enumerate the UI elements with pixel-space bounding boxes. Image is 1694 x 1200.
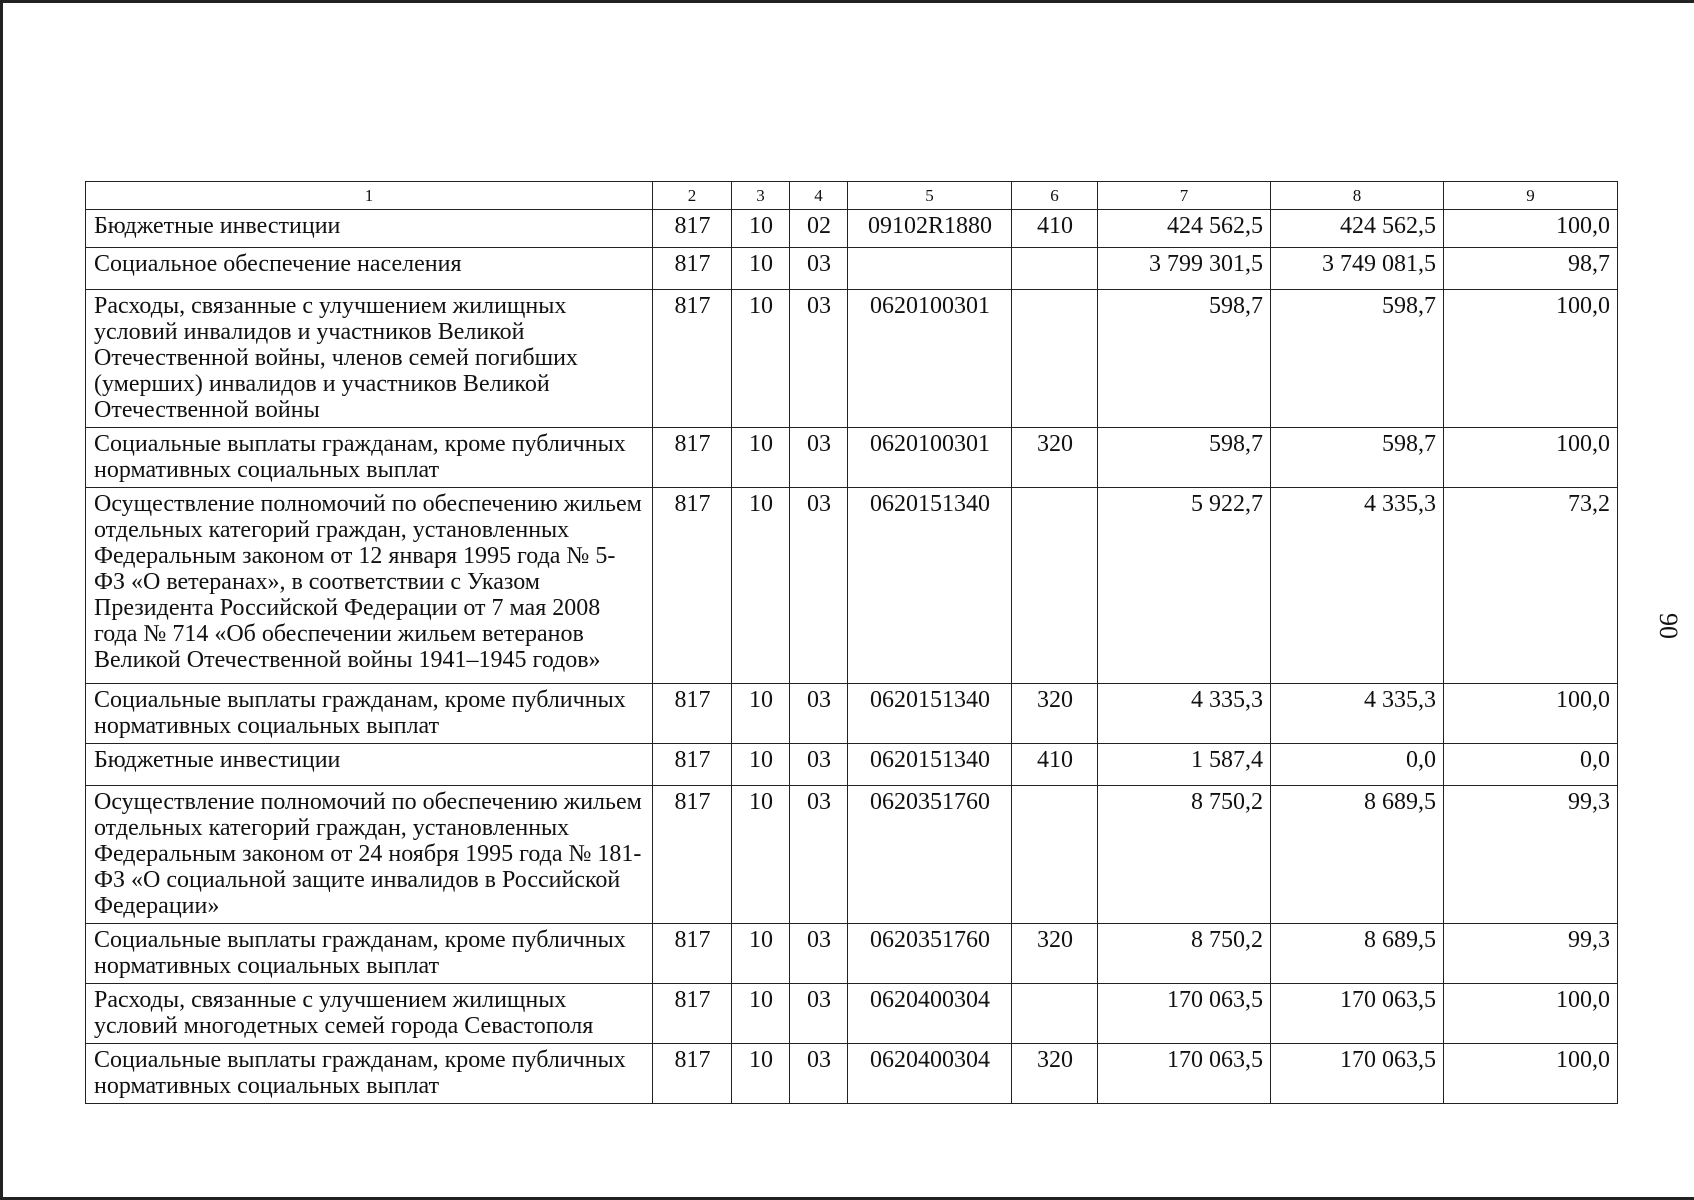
expense-type-cell <box>1012 290 1098 428</box>
expense-type-cell: 410 <box>1012 744 1098 786</box>
target-article-cell: 0620100301 <box>848 290 1012 428</box>
expense-type-cell: 320 <box>1012 684 1098 744</box>
actual-amount-cell: 4 335,3 <box>1271 684 1444 744</box>
percent-cell: 98,7 <box>1444 248 1618 290</box>
subsection-code-cell: 03 <box>790 248 848 290</box>
actual-amount-cell: 598,7 <box>1271 428 1444 488</box>
row-name-cell: Бюджетные инвестиции <box>86 210 653 248</box>
subsection-code-cell: 03 <box>790 684 848 744</box>
header-col-3: 3 <box>732 182 790 210</box>
plan-amount-cell: 4 335,3 <box>1098 684 1271 744</box>
row-name-cell: Социальные выплаты гражданам, кроме публичных нормативных социальных выплат <box>86 684 653 744</box>
plan-amount-cell: 170 063,5 <box>1098 1044 1271 1104</box>
percent-cell: 100,0 <box>1444 684 1618 744</box>
section-code-cell: 10 <box>732 684 790 744</box>
percent-cell: 73,2 <box>1444 488 1618 684</box>
section-code-cell: 10 <box>732 248 790 290</box>
plan-amount-cell: 5 922,7 <box>1098 488 1271 684</box>
table-row <box>86 744 1618 786</box>
plan-amount-cell: 598,7 <box>1098 428 1271 488</box>
section-code-cell: 10 <box>732 488 790 684</box>
percent-cell: 0,0 <box>1444 744 1618 786</box>
subsection-code-cell: 03 <box>790 984 848 1044</box>
subsection-code-cell: 03 <box>790 428 848 488</box>
section-code-cell: 10 <box>732 786 790 924</box>
actual-amount-cell: 8 689,5 <box>1271 786 1444 924</box>
expense-type-cell: 410 <box>1012 210 1098 248</box>
actual-amount-cell: 8 689,5 <box>1271 924 1444 984</box>
expense-type-cell <box>1012 248 1098 290</box>
table-body <box>86 182 1618 1104</box>
row-name-cell: Расходы, связанные с улучшением жилищных условий многодетных семей города Севастополя <box>86 984 653 1044</box>
percent-cell: 99,3 <box>1444 924 1618 984</box>
page-number: 90 <box>1654 613 1683 639</box>
header-col-4: 4 <box>790 182 848 210</box>
actual-amount-cell: 4 335,3 <box>1271 488 1444 684</box>
grbs-code-cell: 817 <box>653 744 732 786</box>
grbs-code-cell: 817 <box>653 924 732 984</box>
header-col-2: 2 <box>653 182 732 210</box>
target-article-cell: 09102R1880 <box>848 210 1012 248</box>
plan-amount-cell: 8 750,2 <box>1098 786 1271 924</box>
row-name-cell: Осуществление полномочий по обеспечению жильем отдельных категорий граждан, установленных Федеральным законом от 12 января 1995 года № 5-ФЗ «О ветеранах», в соответствии с Указом Президента Российской Федерации от 7 мая 2008 года № 714 «Об обеспечении жильем ветеранов Великой Отечественной войны 1941–1945 годов» <box>86 488 653 684</box>
plan-amount-cell: 3 799 301,5 <box>1098 248 1271 290</box>
expense-type-cell: 320 <box>1012 924 1098 984</box>
header-col-1: 1 <box>86 182 653 210</box>
target-article-cell: 0620151340 <box>848 744 1012 786</box>
percent-cell: 100,0 <box>1444 210 1618 248</box>
percent-cell: 100,0 <box>1444 428 1618 488</box>
target-article-cell: 0620151340 <box>848 684 1012 744</box>
row-name-cell: Социальное обеспечение населения <box>86 248 653 290</box>
section-code-cell: 10 <box>732 744 790 786</box>
grbs-code-cell: 817 <box>653 248 732 290</box>
target-article-cell: 0620400304 <box>848 1044 1012 1104</box>
grbs-code-cell: 817 <box>653 290 732 428</box>
actual-amount-cell: 3 749 081,5 <box>1271 248 1444 290</box>
table-row <box>86 924 1618 984</box>
actual-amount-cell: 170 063,5 <box>1271 984 1444 1044</box>
percent-cell: 100,0 <box>1444 290 1618 428</box>
grbs-code-cell: 817 <box>653 428 732 488</box>
target-article-cell: 0620351760 <box>848 924 1012 984</box>
actual-amount-cell: 424 562,5 <box>1271 210 1444 248</box>
table-row <box>86 428 1618 488</box>
section-code-cell: 10 <box>732 290 790 428</box>
header-col-9: 9 <box>1444 182 1618 210</box>
target-article-cell: 0620400304 <box>848 984 1012 1044</box>
table-row <box>86 248 1618 290</box>
table-row <box>86 984 1618 1044</box>
section-code-cell: 10 <box>732 984 790 1044</box>
plan-amount-cell: 424 562,5 <box>1098 210 1271 248</box>
subsection-code-cell: 03 <box>790 924 848 984</box>
expense-type-cell: 320 <box>1012 428 1098 488</box>
subsection-code-cell: 03 <box>790 488 848 684</box>
expense-type-cell: 320 <box>1012 1044 1098 1104</box>
percent-cell: 99,3 <box>1444 786 1618 924</box>
actual-amount-cell: 0,0 <box>1271 744 1444 786</box>
table-row <box>86 210 1618 248</box>
header-col-6: 6 <box>1012 182 1098 210</box>
header-col-5: 5 <box>848 182 1012 210</box>
section-code-cell: 10 <box>732 1044 790 1104</box>
expense-type-cell <box>1012 488 1098 684</box>
expense-type-cell <box>1012 786 1098 924</box>
subsection-code-cell: 03 <box>790 290 848 428</box>
grbs-code-cell: 817 <box>653 210 732 248</box>
table-row <box>86 1044 1618 1104</box>
section-code-cell: 10 <box>732 428 790 488</box>
plan-amount-cell: 1 587,4 <box>1098 744 1271 786</box>
header-col-7: 7 <box>1098 182 1271 210</box>
section-code-cell: 10 <box>732 210 790 248</box>
grbs-code-cell: 817 <box>653 786 732 924</box>
subsection-code-cell: 03 <box>790 744 848 786</box>
row-name-cell: Социальные выплаты гражданам, кроме публичных нормативных социальных выплат <box>86 428 653 488</box>
expense-type-cell <box>1012 984 1098 1044</box>
target-article-cell: 0620151340 <box>848 488 1012 684</box>
subsection-code-cell: 02 <box>790 210 848 248</box>
subsection-code-cell: 03 <box>790 1044 848 1104</box>
actual-amount-cell: 598,7 <box>1271 290 1444 428</box>
table-row <box>86 290 1618 428</box>
row-name-cell: Бюджетные инвестиции <box>86 744 653 786</box>
percent-cell: 100,0 <box>1444 1044 1618 1104</box>
subsection-code-cell: 03 <box>790 786 848 924</box>
row-name-cell: Расходы, связанные с улучшением жилищных условий инвалидов и участников Великой Отечественной войны, членов семей погибших (умерших) инвалидов и участников Великой Отечественной войны <box>86 290 653 428</box>
table-row <box>86 684 1618 744</box>
row-name-cell: Социальные выплаты гражданам, кроме публичных нормативных социальных выплат <box>86 1044 653 1104</box>
grbs-code-cell: 817 <box>653 488 732 684</box>
row-name-cell: Осуществление полномочий по обеспечению жильем отдельных категорий граждан, установленных Федеральным законом от 24 ноября 1995 года № 181-ФЗ «О социальной защите инвалидов в Российской Федерации» <box>86 786 653 924</box>
target-article-cell: 0620100301 <box>848 428 1012 488</box>
grbs-code-cell: 817 <box>653 984 732 1044</box>
percent-cell: 100,0 <box>1444 984 1618 1044</box>
table-row <box>86 786 1618 924</box>
header-col-8: 8 <box>1271 182 1444 210</box>
target-article-cell <box>848 248 1012 290</box>
grbs-code-cell: 817 <box>653 1044 732 1104</box>
plan-amount-cell: 170 063,5 <box>1098 984 1271 1044</box>
table-row <box>86 488 1618 684</box>
grbs-code-cell: 817 <box>653 684 732 744</box>
row-name-cell: Социальные выплаты гражданам, кроме публичных нормативных социальных выплат <box>86 924 653 984</box>
section-code-cell: 10 <box>732 924 790 984</box>
plan-amount-cell: 8 750,2 <box>1098 924 1271 984</box>
target-article-cell: 0620351760 <box>848 786 1012 924</box>
actual-amount-cell: 170 063,5 <box>1271 1044 1444 1104</box>
budget-table <box>85 181 1618 1104</box>
table-header-row <box>86 182 1618 210</box>
plan-amount-cell: 598,7 <box>1098 290 1271 428</box>
